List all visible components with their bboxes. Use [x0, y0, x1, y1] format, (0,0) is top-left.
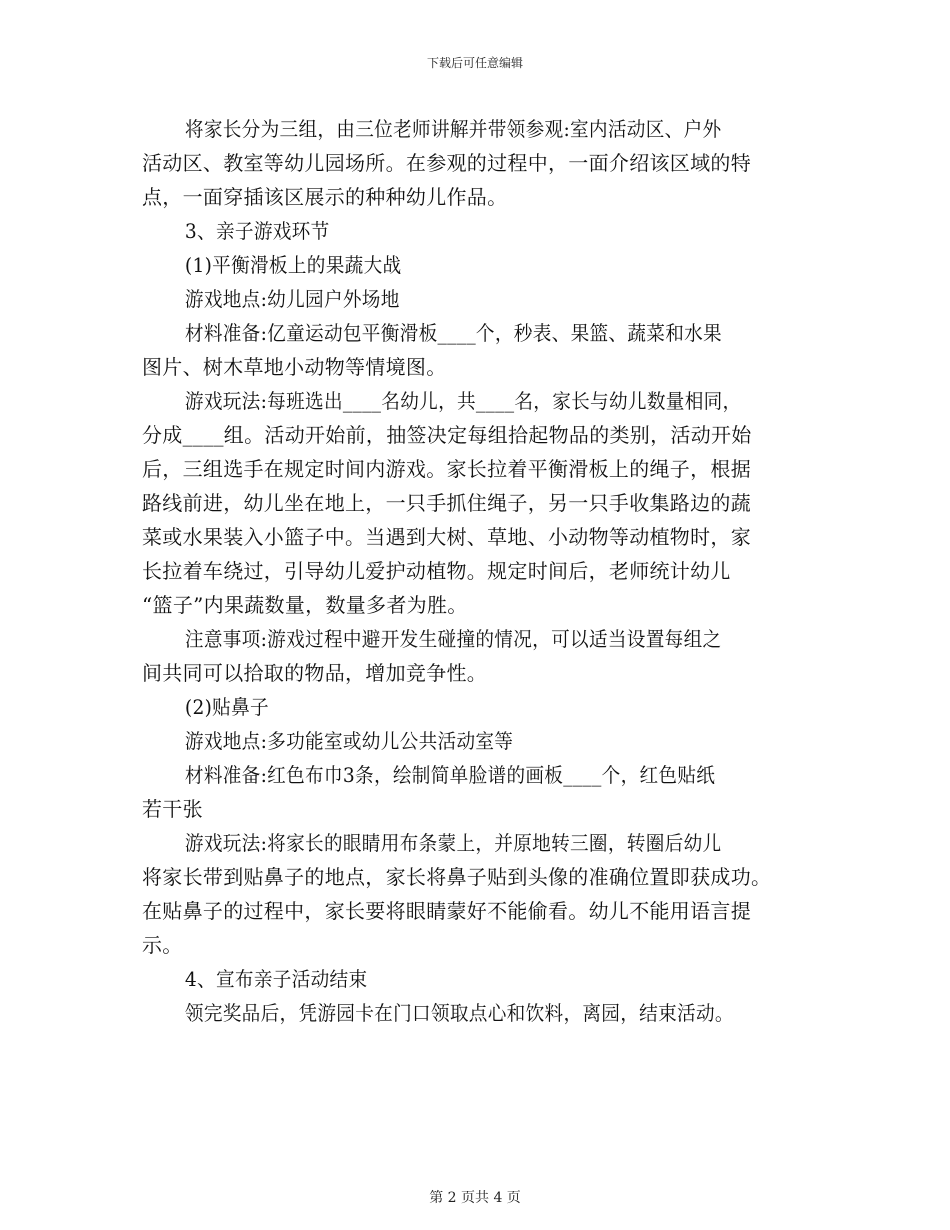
paragraph [142, 758, 822, 826]
text-line: 菜或水果装入小篮子中。当遇到大树、草地、小动物等动植物时，家 [142, 525, 751, 549]
text-line: 游戏地点:幼儿园户外场地 [184, 287, 400, 311]
paragraph [142, 622, 822, 690]
paragraph [142, 996, 822, 1030]
text-line: 游戏地点:多功能室或幼儿公共活动室等 [184, 729, 514, 753]
text-line: 分成____组。活动开始前，抽签决定每组拾起物品的类别，活动开始 [142, 423, 752, 447]
text-line: “篮子”内果蔬数量，数量多者为胜。 [142, 593, 468, 617]
text-line: 活动区、教室等幼儿园场所。在参观的过程中，一面介绍该区域的特 [142, 151, 751, 175]
text-line: 将家长分为三组，由三位老师讲解并带领参观:室内活动区、户外 [184, 117, 722, 141]
subsection-heading [142, 248, 822, 282]
section-heading [142, 214, 822, 248]
text-line: 领完奖品后，凭游园卡在门口领取点心和饮料，离园，结束活动。 [184, 1001, 734, 1025]
text-line: 材料准备:红色布巾3条，绘制简单脸谱的画板____个，红色贴纸 [184, 763, 716, 787]
subsection-heading [142, 690, 822, 724]
section-heading [142, 962, 822, 996]
paragraph [142, 282, 822, 316]
text-line: 示。 [142, 933, 183, 957]
paragraph [142, 826, 822, 962]
text-line: 若干张 [142, 797, 203, 821]
text-line: 间共同可以拾取的物品，增加竞争性。 [142, 661, 488, 685]
text-line: 4、宣布亲子活动结束 [184, 967, 368, 991]
page-footer: 第 2 页共 4 页 [429, 1190, 521, 1206]
text-line: 后，三组选手在规定时间内游戏。家长拉着平衡滑板上的绳子，根据 [142, 457, 751, 481]
paragraph [142, 724, 822, 758]
text-line: 点，一面穿插该区展示的种种幼儿作品。 [142, 185, 508, 209]
paragraph [142, 384, 822, 622]
paragraph [142, 112, 822, 214]
text-line: 将家长带到贴鼻子的地点，家长将鼻子贴到头像的准确位置即获成功。 [142, 865, 772, 889]
text-line: (2)贴鼻子 [184, 695, 269, 719]
document-body [142, 112, 822, 1030]
text-line: 注意事项:游戏过程中避开发生碰撞的情况，可以适当设置每组之 [184, 627, 722, 651]
paragraph [142, 316, 822, 384]
text-line: 路线前进，幼儿坐在地上，一只手抓住绳子，另一只手收集路边的蔬 [142, 491, 751, 515]
text-line: 图片、树木草地小动物等情境图。 [142, 355, 447, 379]
text-line: 长拉着车绕过，引导幼儿爱护动植物。规定时间后，老师统计幼儿 [142, 559, 731, 583]
text-line: 游戏玩法:将家长的眼睛用布条蒙上，并原地转三圈，转圈后幼儿 [184, 831, 722, 855]
text-line: 3、亲子游戏环节 [184, 219, 330, 243]
text-line: 在贴鼻子的过程中，家长要将眼睛蒙好不能偷看。幼儿不能用语言提 [142, 899, 751, 923]
text-line: 材料准备:亿童运动包平衡滑板____个，秒表、果篮、蔬菜和水果 [184, 321, 722, 345]
text-line: (1)平衡滑板上的果蔬大战 [184, 253, 402, 277]
text-line: 游戏玩法:每班选出____名幼儿，共____名，家长与幼儿数量相同， [184, 389, 742, 413]
page-header: 下载后可任意编辑 [426, 56, 523, 70]
